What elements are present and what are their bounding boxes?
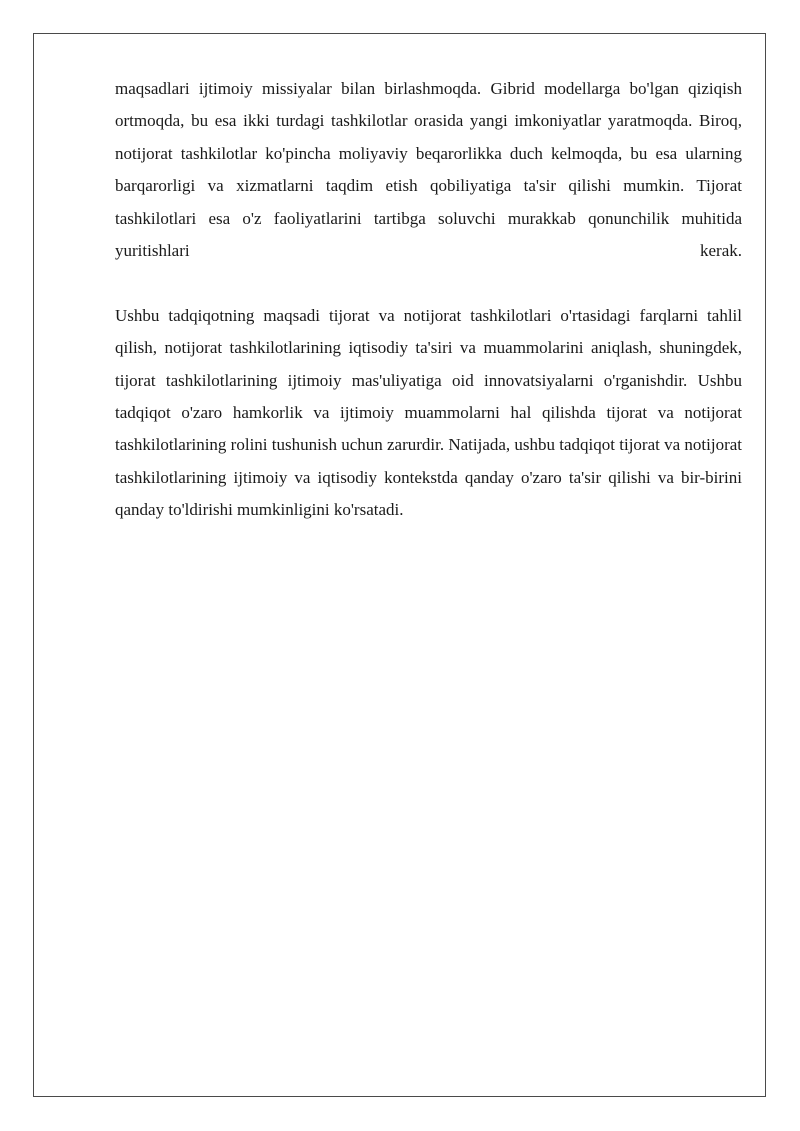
paragraph-2: Ushbu tadqiqotning maqsadi tijorat va notijorat tashkilotlari o'rtasidagi farqlarni tahlil qilish, notijorat tashkilotlarining iqtisodiy ta'siri va muammolarini aniqlash, shuningdek, tijorat tashkilotlarining ijtimoiy mas'uliyatiga oid innovatsiyalarni o'rganishdir. Ushbu tadqiqot o'zaro hamkorlik va ijtimoiy muammolarni hal qilishda tijorat va notijorat tashkilotlarining rolini tushunish uchun zarurdir. Natijada, ushbu tadqiqot tijorat va notijorat tashkilotlarining ijtimoiy va iqtisodiy kontekstda qanday o'zaro ta'sir qilishi va bir-birini qanday to'ldirishi mumkinligini ko'rsatadi. xyxy=(115,305,742,520)
paragraph-1: maqsadlari ijtimoiy missiyalar bilan birlashmoqda. Gibrid modellarga bo'lgan qiziqish ortmoqda, bu esa ikki turdagi tashkilotlar orasida yangi imkoniyatlar yaratmoqda. Biroq, notijorat tashkilotlar ko'pincha moliyaviy beqarorlikka duch kelmoqda, bu esa ularning barqarorligi va xizmatlarni taqdim etish qobiliyatiga ta'sir qilishi mumkin. Tijorat tashkilotlari esa o'z faoliyatlarini tartibga soluvchi murakkab qonunchilik muhitida yuritishlari kerak. xyxy=(115,79,742,261)
paragraph-spacer xyxy=(115,267,742,299)
document-body xyxy=(115,73,742,527)
